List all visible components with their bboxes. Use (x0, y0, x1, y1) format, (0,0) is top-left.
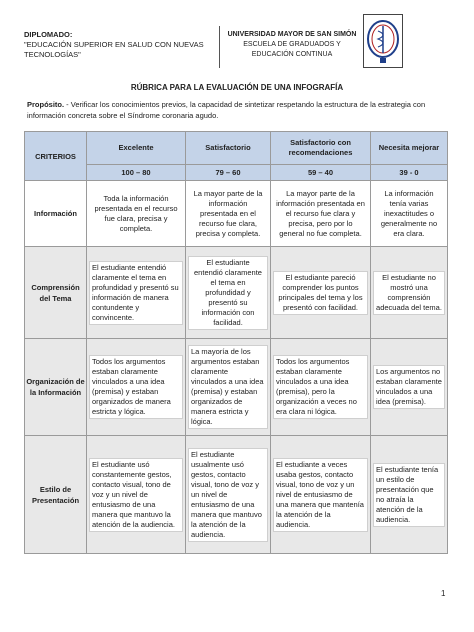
diploma-label: DIPLOMADO: (24, 30, 73, 39)
purpose-label: Propósito. (27, 100, 65, 109)
rubric-header-row (25, 132, 448, 165)
rubric-cell: La mayor parte de la información presentada en el recurso fue clara, precisa y completa. (193, 188, 263, 238)
rubric-cell: El estudiante a veces usaba gestos, contacto visual, tono de voz y un nivel de entusiasmo de una manera que mantenía la atención de la audiencia. (274, 459, 367, 531)
university-name: UNIVERSIDAD MAYOR DE SAN SIMÓN (227, 31, 357, 38)
score-range: 100 – 80 (87, 165, 186, 181)
level-header: Excelente (87, 132, 186, 165)
criterion-label: Organización de la Información (25, 339, 87, 436)
rubric-cell: La mayor parte de la información presentada en el recurso fue clara y precisa, pero por lo general no fue completa. (276, 188, 365, 238)
header-left (24, 30, 214, 60)
rubric-cell: Todos los argumentos estaban claramente vinculados a una idea (premisa), pero la organización a veces no era clara ni lógica. (274, 356, 367, 418)
rubric-cell: El estudiante entendió claramente el tema en profundidad y presentó su información con facilidad. (189, 257, 267, 329)
rubric-cell: La información tenía varias inexactitudes o generalmente no era clara. (380, 188, 438, 238)
level-header: Satisfactorio con recomendaciones (271, 132, 371, 165)
table-row (25, 247, 448, 339)
criterion-label: Información (25, 181, 87, 247)
rubric-score-row (25, 165, 448, 181)
rubric-cell: El estudiante no mostró una comprensión adecuada del tema. (374, 272, 444, 314)
rubric-cell: El estudiante tenía un estilo de presentación que no atraía la atención de la audiencia. (374, 464, 444, 526)
rubric-cell: El estudiante usualmente usó gestos, contacto visual, tono de voz y un nivel de entusiasmo de una manera que mantuvo la atención de la audiencia. (189, 449, 267, 541)
rubric-cell: Toda la información presentada en el recurso fue clara, precisa y completa. (94, 193, 178, 233)
header-divider (219, 26, 220, 68)
level-header: Satisfactorio (186, 132, 271, 165)
rubric-cell: El estudiante pareció comprender los puntos principales del tema y los presentó con facilidad. (274, 272, 367, 314)
criterion-label: Estilo de Presentación (25, 436, 87, 554)
table-row (25, 436, 448, 554)
score-range: 79 – 60 (186, 165, 271, 181)
rubric-cell: Todos los argumentos estaban claramente vinculados a una idea (premisa) y estaban organizados de manera estricta y lógica. (90, 356, 182, 418)
rubric-cell: El estudiante entendió claramente el tema en profundidad y presentó su información de manera contundente y convincente. (90, 262, 182, 324)
university-seal-logo (363, 14, 403, 68)
purpose-text: - Verificar los conocimientos previos, la capacidad de sintetizar respetando la estructura de la estrategia con información concreta sobre el Síndrome coronaria agudo. (27, 100, 426, 120)
page-title: RÚBRICA PARA LA EVALUACIÓN DE UNA INFOGRAFÍA (130, 83, 344, 92)
rubric-table (24, 131, 448, 554)
table-row (25, 181, 448, 247)
rubric-cell: Los argumentos no estaban claramente vinculados a una idea (premisa). (374, 366, 444, 408)
purpose-paragraph (27, 99, 447, 121)
level-header: Necesita mejorar (371, 132, 448, 165)
score-range: 59 – 40 (271, 165, 371, 181)
rubric-cell: La mayoría de los argumentos estaban claramente vinculados a una idea (premisa) y estaban organizados de manera estricta y lógica. (189, 346, 267, 428)
criteria-header: CRITERIOS (25, 132, 87, 181)
header-right (224, 30, 360, 60)
rubric-cell: El estudiante usó constantemente gestos, contacto visual, tono de voz y un nivel de entusiasmo de una manera que mantuvo la atención de la audiencia. (90, 459, 182, 531)
diploma-name: "EDUCACIÓN SUPERIOR EN SALUD CON NUEVAS TECNOLOGÍAS" (24, 40, 204, 59)
score-range: 39 - 0 (371, 165, 448, 181)
table-row (25, 339, 448, 436)
page-number: 1 (441, 589, 446, 598)
school-name: ESCUELA DE GRADUADOS Y EDUCACIÓN CONTINUA (243, 41, 341, 58)
criterion-label: Comprensión del Tema (25, 247, 87, 339)
